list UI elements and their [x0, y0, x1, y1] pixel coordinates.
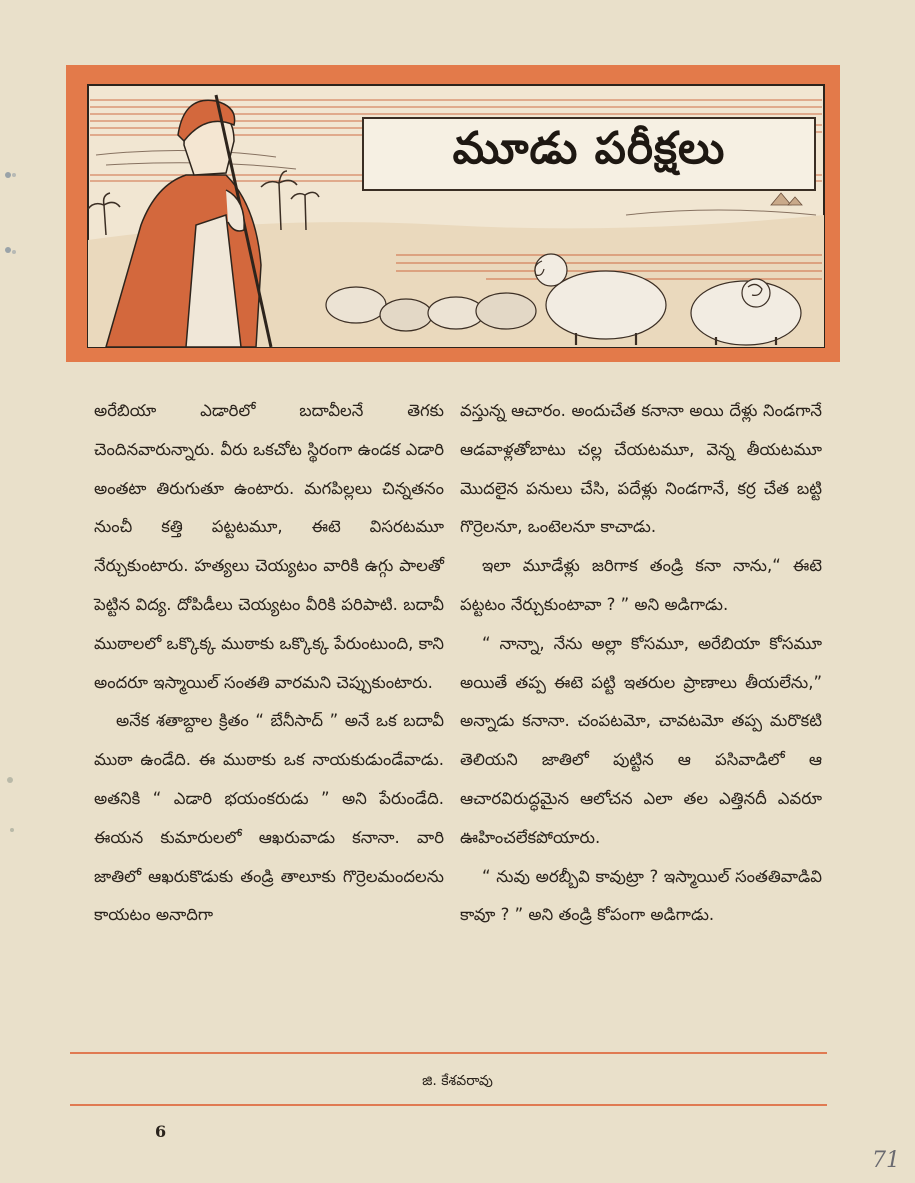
- paragraph: అనేక శతాబ్దాల క్రితం “ బేనీసాద్ ” అనే ఒక బదావీ ముఠా ఉండేది. ఈ ముఠాకు ఒక నాయకుడుండేవాడు. అతనికి “ ఎడారి భయంకరుడు ” అని పేరుండేది. ఈయన కుమారులలో ఆఖరువాడు కనానా. వారి జాతిలో ఆఖరుకొడుకు తండ్రి తాలూకు గొర్రెలమందలను కాయటం అనాదిగా: [94, 711, 444, 925]
- right-column: [460, 392, 822, 935]
- title-banner: [66, 65, 840, 362]
- paragraph: “ నాన్నా, నేను అల్లా కోసమూ, అరేబియా కోసమూ అయితే తప్ప ఈటె పట్టి ఇతరుల ప్రాణాలు తీయలేను,” అన్నాడు కనానా. చంపటమో, చావటమో తప్ప మరొకటి తెలియని జాతిలో పుట్టిన ఆ పసివాడిలో ఆ ఆచారవిరుద్ధమైన ఆలోచన ఎలా తల ఎత్తినదీ ఎవరూ ఊహించలేకపోయారు.: [460, 633, 822, 847]
- divider-top: [70, 1052, 827, 1054]
- paragraph: ఇలా మూడేళ్లు జరిగాక తండ్రి కనా నాను,“ ఈటె పట్టటం నేర్చుకుంటావా ? ” అని అడిగాడు.: [460, 556, 822, 614]
- binding-holes: [0, 150, 40, 850]
- left-column: [94, 392, 444, 935]
- story-title: మూడు పరీక్షలు: [452, 123, 726, 174]
- divider-bottom: [70, 1104, 827, 1106]
- handwritten-mark: 71: [872, 1148, 900, 1173]
- paragraph: “ నువు అరబ్బీవి కావుట్రా ? ఇస్మాయిల్ సంతతివాడివి కావూ ? ” అని తండ్రి కోపంగా అడిగాడు.: [460, 866, 822, 925]
- paragraph: అరేబియా ఎడారిలో బదావీలనే తెగకు చెందినవారున్నారు. వీరు ఒకచోట స్థిరంగా ఉండక ఎడారి అంతటా తిరుగుతూ ఉంటారు. మగపిల్లలు చిన్నతనం నుంచీ కత్తి పట్టటమూ, ఈటె విసరటమూ నేర్చుకుంటారు. హత్యలు చెయ్యటం వారికి ఉగ్గు పాలతో పెట్టిన విద్య. దోపిడీలు చెయ్యటం వీరికి పరిపాటి. బదావీ ముఠాలలో ఒక్కొక్క ముఠాకు ఒక్కొక్క పేరుంటుంది, కాని అందరూ ఇస్మాయిల్ సంతతి వారమని చెప్పుకుంటారు.: [94, 401, 444, 692]
- paragraph: వస్తున్న ఆచారం. అందుచేత కనానా అయి దేళ్లు నిండగానే ఆడవాళ్లతోబాటు చల్ల చేయటమూ, వెన్న తీయటమూ మొదలైన పనులు చేసి, పదేళ్లు నిండగానే, కర్ర చేత బట్టి గొర్రెలనూ, ఒంటెలనూ కాచాడు.: [460, 401, 822, 537]
- title-box: [362, 117, 816, 191]
- author-credit: జి. కేశవరావు: [422, 1073, 493, 1089]
- desert-illustration: [66, 65, 840, 362]
- page-number: 6: [155, 1122, 167, 1141]
